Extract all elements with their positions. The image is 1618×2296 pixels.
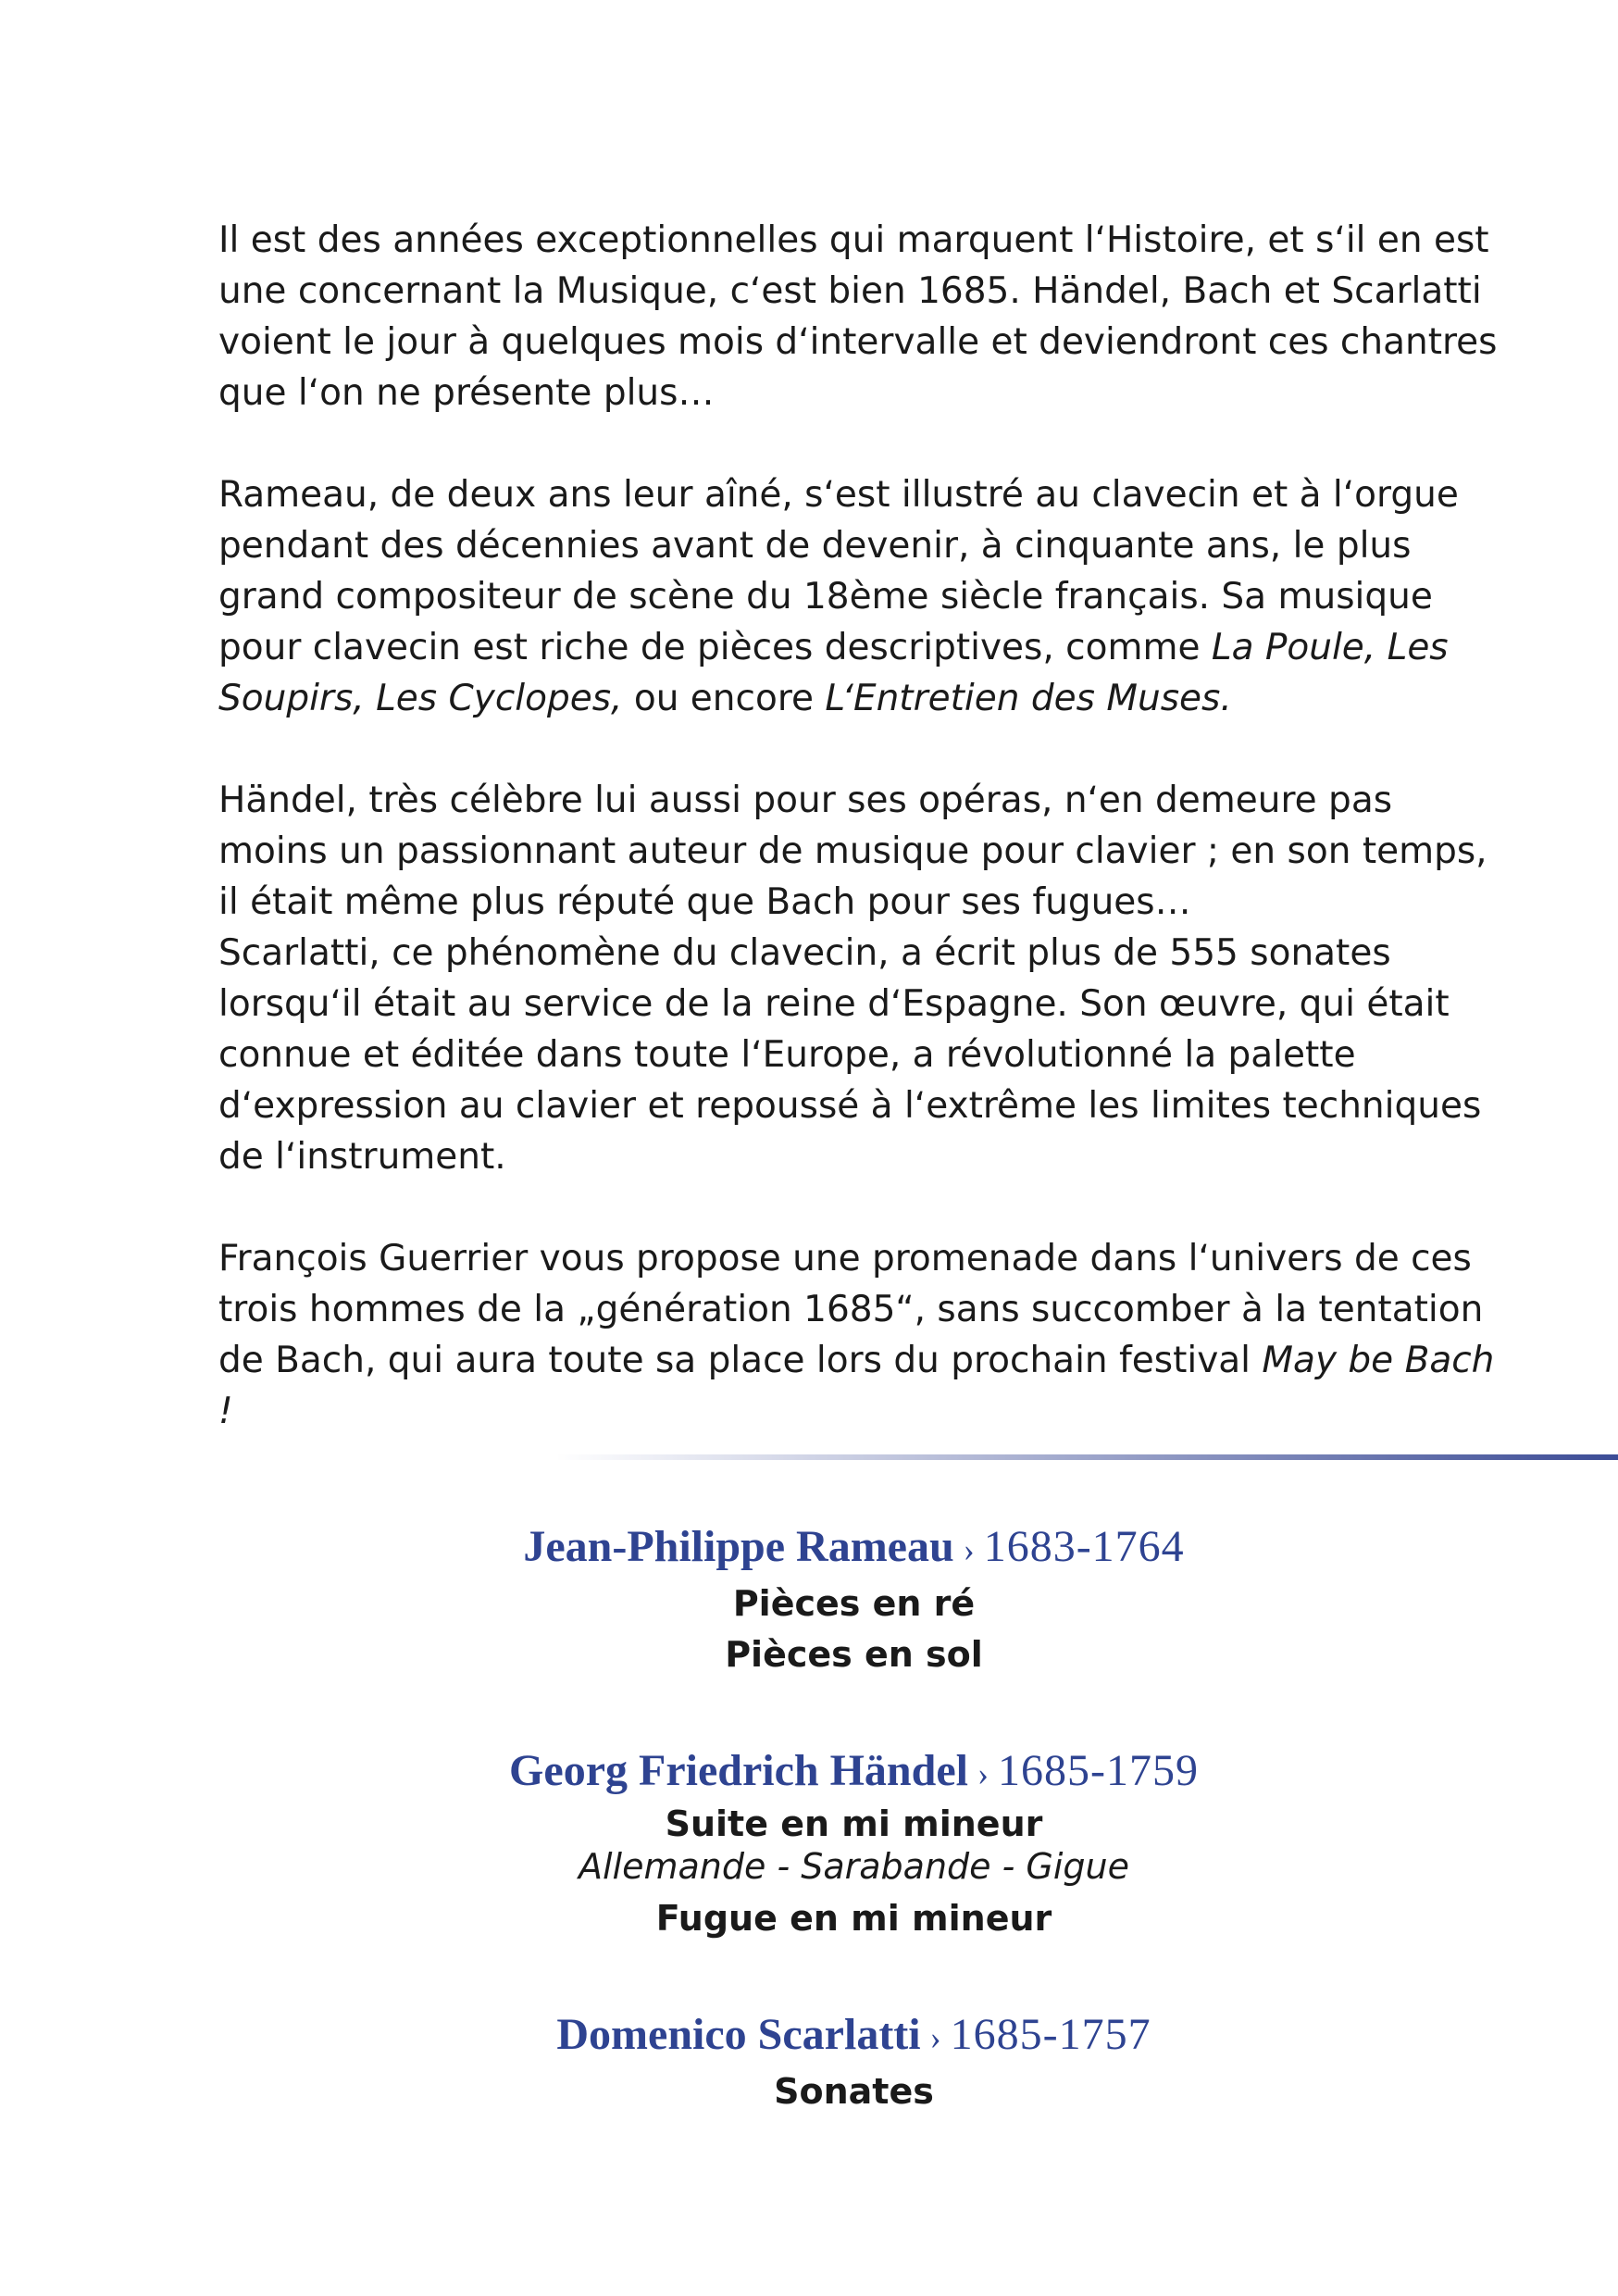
paragraph-1987: Il est des années exceptionnelles qui marquent l‘Histoire, et s‘il en est une concernant la Musique, c‘est bien 1685. Händel, Bach et Scarlatti voient le jour à quelques mois d‘intervalle et deviendront ces chantres que l‘on ne présente plus… (218, 219, 1498, 414)
composer-dates: 1685-1759 (997, 1746, 1199, 1795)
work-movements: Allemande - Sarabande - Gigue (578, 1846, 1129, 1887)
composer-heading (0, 1518, 1618, 1578)
composer-heading (0, 2006, 1618, 2066)
chevron-right-icon: › (963, 1531, 975, 1568)
composer-rameau (0, 1518, 1618, 1680)
composer-name: Jean-Philippe Rameau (523, 1522, 954, 1571)
paragraph-guerrier (218, 1233, 1505, 1437)
composer-dates: 1685-1757 (950, 2010, 1151, 2059)
work-title: Pièces en sol (725, 1634, 983, 1675)
composer-name: Georg Friedrich Händel (509, 1746, 968, 1795)
composer-scarlatti (0, 2006, 1618, 2117)
composer-handel (0, 1742, 1618, 1944)
paragraph-scarlatti: Scarlatti, ce phénomène du clavecin, a écrit plus de 555 sonates lorsqu‘il était au service de la reine d‘Espagne. Son œuvre, qui était connue et éditée dans toute l‘Europe, a révolutionné la palette d‘expression au clavier et repoussé à l‘extrême les limites techniques de l‘instrument. (218, 932, 1482, 1178)
work-title: Suite en mi mineur (665, 1803, 1043, 1844)
rameau-entretien-title: L‘Entretien des Muses. (825, 678, 1232, 719)
composer-name: Domenico Scarlatti (556, 2010, 921, 2059)
chevron-right-icon: › (977, 1755, 989, 1792)
paragraph-rameau (218, 469, 1505, 724)
work-title: Fugue en mi mineur (655, 1898, 1052, 1939)
composer-dates: 1683-1764 (983, 1522, 1185, 1571)
program (0, 1518, 1618, 2179)
rameau-text: Rameau, de deux ans leur aîné, s‘est illustré au clavecin et à l‘orgue pendant des décennies avant de devenir, à cinquante ans, le plus grand compositeur de scène du 18ème siècle français. Sa musique pour clavecin est riche de pièces descriptives, comme (218, 474, 1459, 668)
work-title: Sonates (774, 2071, 934, 2112)
paragraph-handel: Händel, très célèbre lui aussi pour ses opéras, n‘en demeure pas moins un passionnant auteur de musique pour clavier ; en son temps, il était même plus réputé que Bach pour ses fugues… (218, 780, 1487, 923)
chevron-right-icon: › (929, 2019, 941, 2056)
guerrier-text: François Guerrier vous propose une promenade dans l‘univers de ces trois hommes de la „génération 1685“, sans succomber à la tentation de Bach, qui aura toute sa place lors du prochain festival (218, 1238, 1484, 1381)
work-title: Pièces en ré (732, 1583, 976, 1624)
intro-text (218, 215, 1505, 1488)
composer-heading (0, 1742, 1618, 1803)
festival-name: May be Bach ! (218, 1340, 1495, 1432)
section-divider (555, 1454, 1618, 1460)
rameau-text-mid: ou encore (622, 678, 826, 719)
rameau-pieces-titles: La Poule, Les Soupirs, Les Cyclopes, (218, 627, 1449, 719)
